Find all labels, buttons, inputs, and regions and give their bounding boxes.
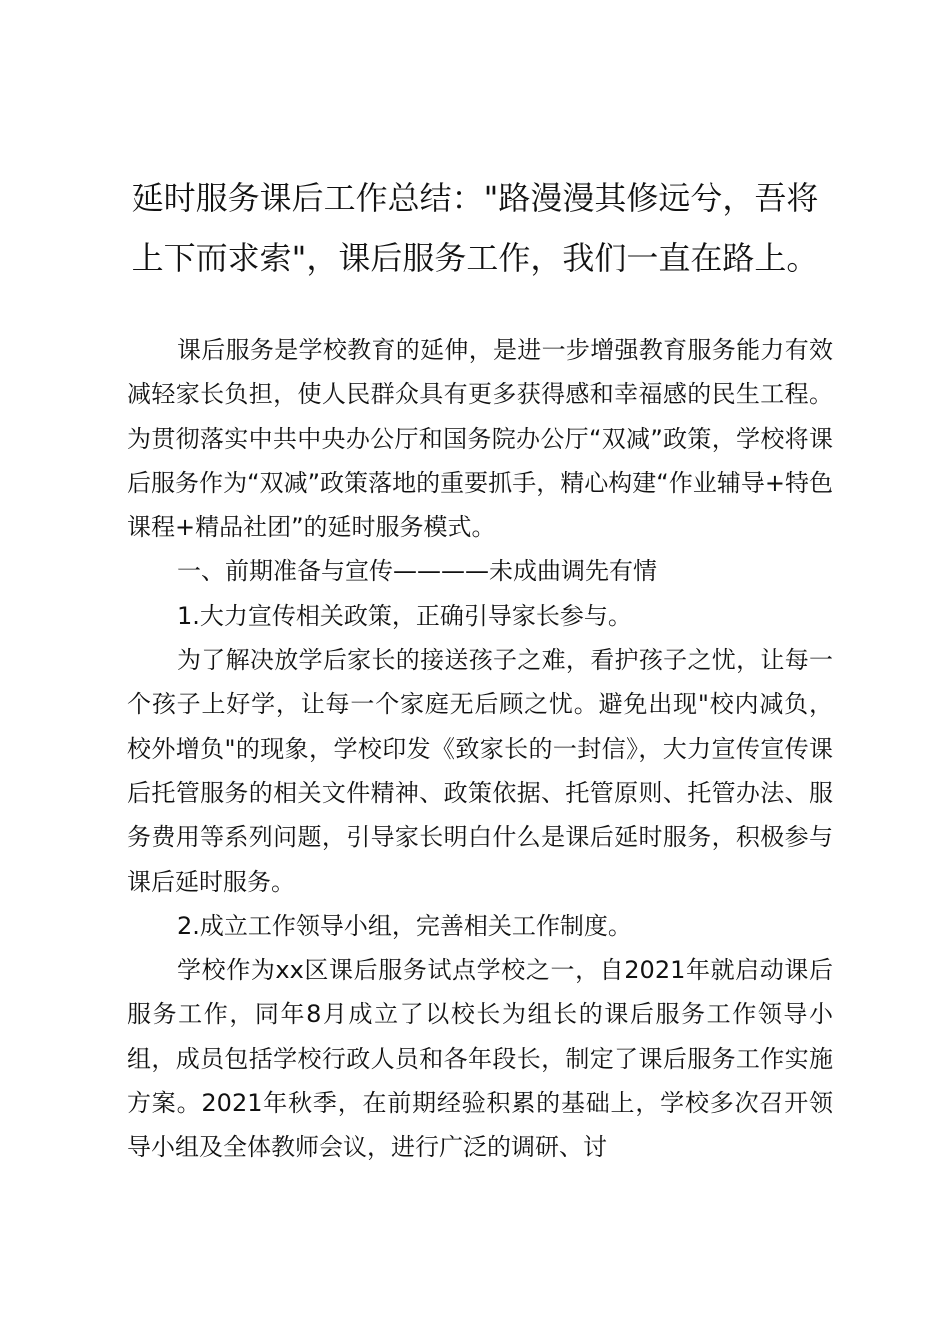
paragraph-intro: 课后服务是学校教育的延伸，是进一步增强教育服务能力有效减轻家长负担，使人民群众具有更多获得感和幸福感的民生工程。为贯彻落实中共中央办公厅和国务院办公厅“双减”政策，学校将课后服务作为“双减”政策落地的重要抓手，精心构建“作业辅导+特色课程+精品社团”的延时服务模式。 xyxy=(127,336,833,542)
paragraph-publicity: 为了解决放学后家长的接送孩子之难，看护孩子之忧，让每一个孩子上好学，让每一个家庭无后顾之忧。避免出现"校内减负，校外增负"的现象，学校印发《致家长的一封信》，大力宣传宣传课后托管服务的相关文件精神、政策依据、托管原则、托管办法、服务费用等系列问题，引导家长明白什么是课后延时服务，积极参与课后延时服务。 xyxy=(127,646,833,896)
section-heading-1: 一、前期准备与宣传————未成曲调先有情 xyxy=(177,557,657,586)
subheading-2: 2.成立工作领导小组，完善相关工作制度。 xyxy=(177,911,632,940)
paragraph-leadership-group: 学校作为xx区课后服务试点学校之一，自2021年就启动课后服务工作，同年8月成立了以校长为组长的课后服务工作领导小组，成员包括学校行政人员和各年段长，制定了课后服务工作实施方案。2021年秋季，在前期经验积累的基础上，学校多次召开领导小组及全体教师会议，进行广泛的调研、讨 xyxy=(127,956,833,1162)
document-body xyxy=(127,328,833,1170)
document-title: 延时服务课后工作总结："路漫漫其修远兮，吾将上下而求索"，课后服务工作，我们一直在路上。 xyxy=(131,179,819,277)
subheading-1: 1.大力宣传相关政策，正确引导家长参与。 xyxy=(177,601,632,630)
